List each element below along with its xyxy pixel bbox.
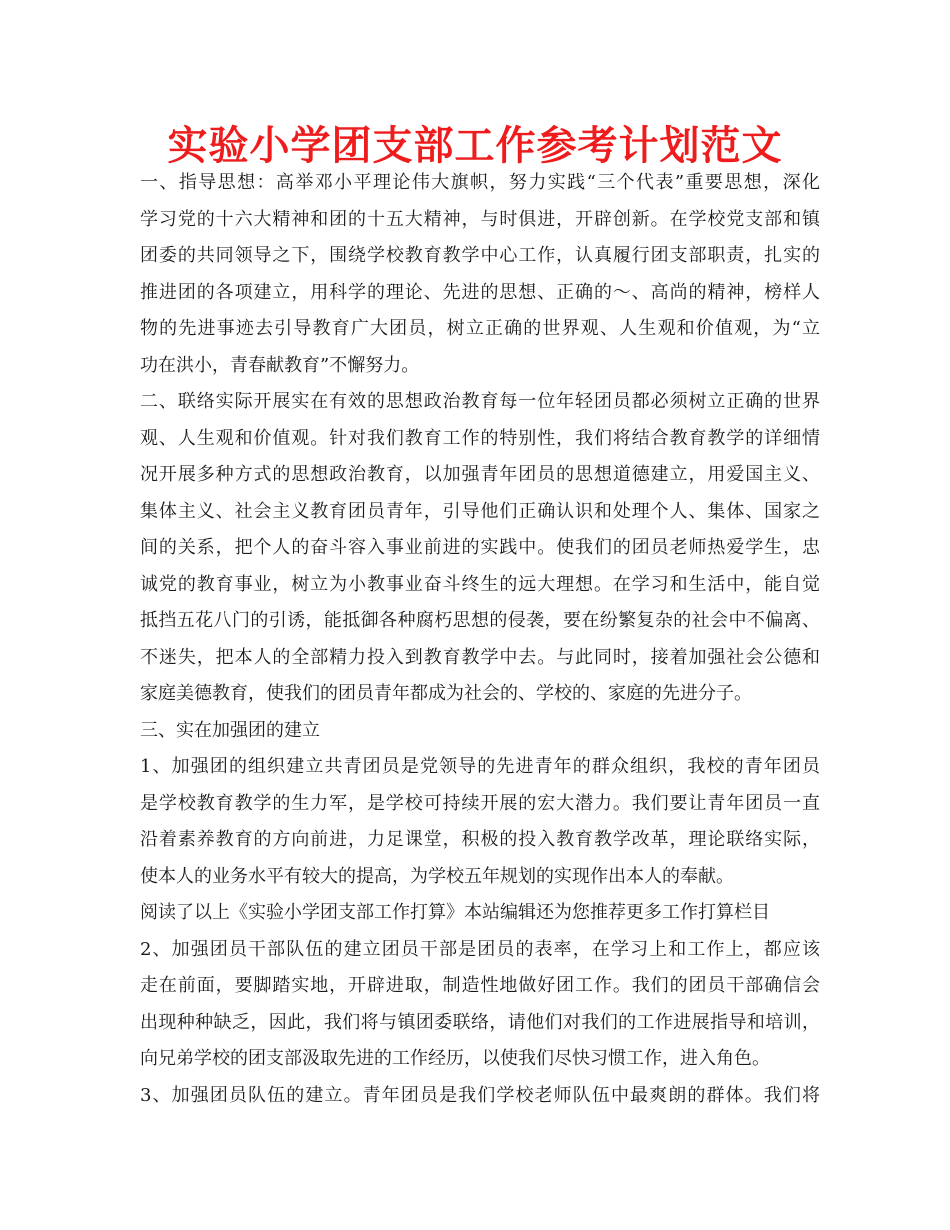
body-line: 抵挡五花八门的引诱，能抵御各种腐朽思想的侵袭，要在纷繁复杂的社会中不偏离、 <box>140 610 820 631</box>
body-line: 沿着素养教育的方向前进，力足课堂，积极的投入教育教学改革，理论联络实际， <box>140 829 820 850</box>
body-line: 一、指导思想：高举邓小平理论伟大旗帜，努力实践“三个代表”重要思想，深化 <box>140 172 820 193</box>
body-line: 走在前面，要脚踏实地，开辟进取，制造性地做好团工作。我们的团员干部确信会 <box>140 975 820 996</box>
body-line: 集体主义、社会主义教育团员青年，引导他们正确认识和处理个人、集体、国家之 <box>140 500 820 522</box>
body-line: 间的关系，把个人的奋斗容入事业前进的实践中。使我们的团员老师热爱学生，忠 <box>140 537 820 558</box>
body-line: 向兄弟学校的团支部汲取先进的工作经历，以使我们尽快习惯工作，进入角色。 <box>140 1048 770 1069</box>
recommendation-line: 阅读了以上《实验小学团支部工作打算》本站编辑还为您推荐更多工作打算栏目 <box>140 902 770 923</box>
body-line: 况开展多种方式的思想政治教育，以加强青年团员的思想道德建立，用爱国主义、 <box>140 464 820 485</box>
body-line: 功在洪小，青春献教育”不懈努力。 <box>140 354 420 376</box>
body-line: 不迷失，把本人的全部精力投入到教育教学中去。与此同时，接着加强社会公德和 <box>140 646 820 668</box>
body-line: 推进团的各项建立，用科学的理论、先进的思想、正确的～、高尚的精神，榜样人 <box>140 281 820 303</box>
body-line: 1、加强团的组织建立共青团员是党领导的先进青年的群众组织，我校的青年团员 <box>140 756 820 777</box>
body-line: 家庭美德教育，使我们的团员青年都成为社会的、学校的、家庭的先进分子。 <box>140 683 752 704</box>
document-body <box>140 165 820 1114</box>
body-line: 团委的共同领导之下，围绕学校教育教学中心工作，认真履行团支部职责，扎实的 <box>140 245 820 266</box>
body-line: 二、联络实际开展实在有效的思想政治教育每一位年轻团员都必须树立正确的世界 <box>140 391 820 412</box>
body-line: 使本人的业务水平有较大的提高，为学校五年规划的实现作出本人的奉献。 <box>140 865 734 887</box>
section-heading: 三、实在加强团的建立 <box>140 719 320 741</box>
body-line: 诚党的教育事业，树立为小教事业奋斗终生的远大理想。在学习和生活中，能自觉 <box>140 573 820 595</box>
body-line: 是学校教育教学的生力军，是学校可持续开展的宏大潜力。我们要让青年团员一直 <box>140 792 820 814</box>
body-line: 观、人生观和价值观。针对我们教育工作的特别性，我们将结合教育教学的详细情 <box>140 427 820 449</box>
body-line: 3、加强团员队伍的建立。青年团员是我们学校老师队伍中最爽朗的群体。我们将 <box>140 1084 820 1106</box>
body-line: 2、加强团员干部队伍的建立团员干部是团员的表率，在学习上和工作上，都应该 <box>140 938 820 960</box>
document-title: 实验小学团支部工作参考计划范文 <box>167 123 783 169</box>
body-line: 出现种种缺乏，因此，我们将与镇团委联络，请他们对我们的工作进展指导和培训， <box>140 1011 820 1033</box>
body-line: 学习党的十六大精神和团的十五大精神，与时俱进，开辟创新。在学校党支部和镇 <box>140 208 820 230</box>
body-line: 物的先进事迹去引导教育广大团员，树立正确的世界观、人生观和价值观，为“立 <box>140 318 820 339</box>
